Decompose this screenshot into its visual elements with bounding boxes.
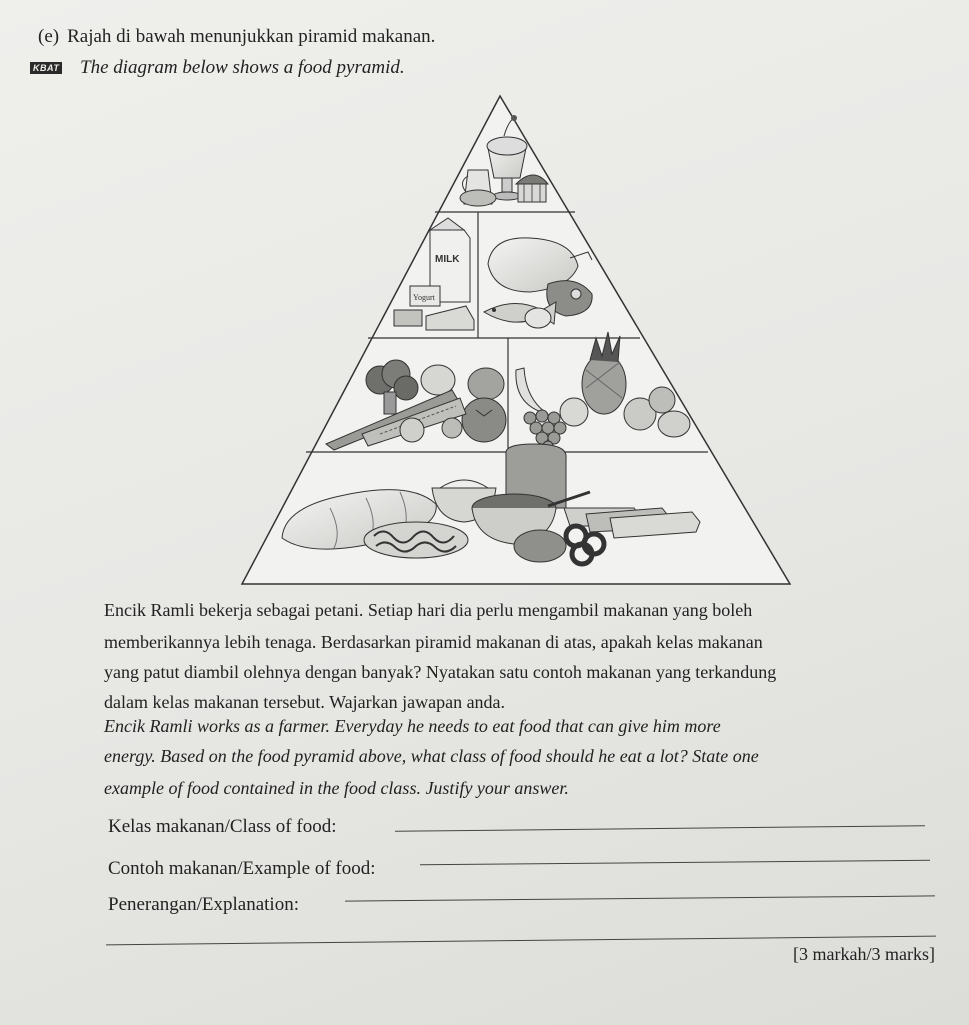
class-of-food-answer-line[interactable]: [395, 825, 925, 832]
orange-icon: [658, 411, 690, 437]
example-of-food-label: Contoh makanan/Example of food:: [108, 858, 376, 879]
noodles-icon: [364, 522, 468, 558]
body-en-line: Encik Ramli works as a farmer. Everyday he needs to eat food that can give him more: [104, 716, 721, 736]
yogurt-label: Yogurt: [413, 293, 435, 302]
question-title-ms: Rajah di bawah menunjukkan piramid makanan.: [67, 26, 436, 47]
class-of-food-label: Kelas makanan/Class of food:: [108, 816, 337, 837]
question-label: (e): [38, 26, 60, 47]
body-ms-line: memberikannya lebih tenaga. Berdasarkan piramid makanan di atas, apakah kelas makanan: [104, 632, 763, 652]
body-en-line: example of food contained in the food class. Justify your answer.: [104, 778, 569, 798]
explanation-answer-line[interactable]: [345, 895, 935, 901]
example-of-food-answer-line[interactable]: [420, 860, 930, 865]
food-pyramid: [230, 88, 800, 588]
egg-icon: [525, 308, 551, 328]
kbat-badge: KBAT: [30, 62, 62, 74]
milk-label: MILK: [435, 254, 460, 265]
body-ms-line: dalam kelas makanan tersebut. Wajarkan jawapan anda.: [104, 692, 506, 712]
body-ms-line: Encik Ramli bekerja sebagai petani. Setiap hari dia perlu mengambil makanan yang boleh: [104, 600, 753, 620]
explanation-label: Penerangan/Explanation:: [108, 894, 299, 915]
potato-icon: [514, 530, 566, 562]
question-heading: [38, 26, 435, 48]
tomato-icon: [462, 368, 506, 442]
marks-allocation: [3 markah/3 marks]: [793, 944, 935, 964]
cake-icon: [460, 190, 496, 206]
body-en-line: energy. Based on the food pyramid above, what class of food should he eat a lot? State one: [104, 746, 759, 766]
yogurt-icon: [410, 286, 440, 306]
question-title-en: The diagram below shows a food pyramid.: [80, 57, 405, 78]
body-ms-line: yang patut diambil olehnya dengan banyak? Nyatakan satu contoh makanan yang terkandung: [104, 662, 777, 682]
